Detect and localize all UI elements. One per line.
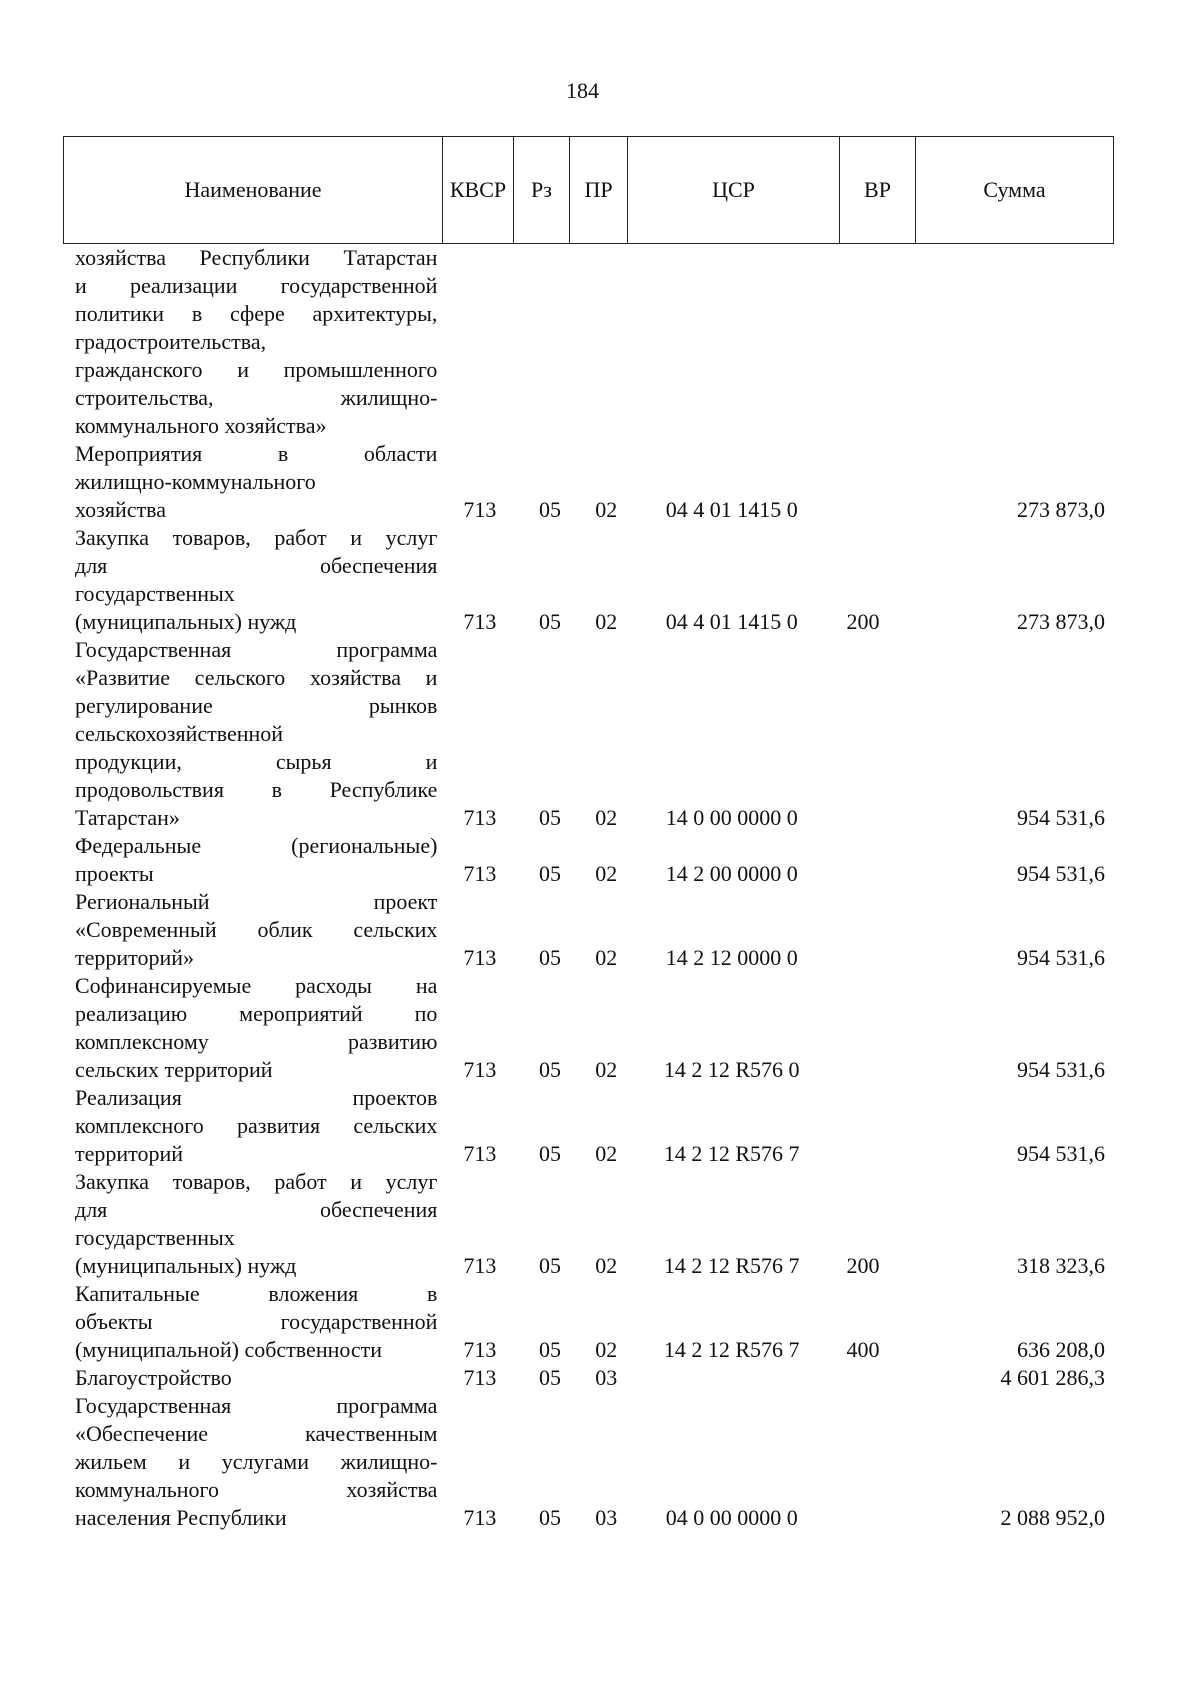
- row-name-line: Региональный проект: [75, 889, 438, 914]
- row-name: [63, 832, 437, 888]
- row-name: [63, 524, 437, 636]
- row-sum: 318 323,6: [1016, 1253, 1105, 1278]
- row-sum: 2 088 952,0: [1000, 1505, 1105, 1530]
- row-name-line: для обеспечения: [75, 553, 438, 578]
- row-vr: 400: [846, 1337, 880, 1362]
- row-csr: 14 2 12 0000 0: [665, 945, 798, 970]
- row-name-line: градостроительства,: [75, 329, 267, 354]
- row-pr: 03: [595, 1505, 618, 1530]
- row-name-line: Мероприятия в области: [75, 441, 438, 466]
- row-name-line: (муниципальных) нужд: [75, 1253, 297, 1278]
- table-row: [63, 832, 1113, 888]
- table-row: [63, 1168, 1113, 1280]
- row-name-line: территорий»: [75, 945, 195, 970]
- row-name-line: коммунального хозяйства: [75, 1477, 438, 1502]
- column-header-kvsr: КВСР: [443, 137, 514, 244]
- table-row: [63, 636, 1113, 832]
- row-csr: 14 2 12 R576 7: [663, 1141, 800, 1166]
- row-name-line: комплексному развитию: [75, 1029, 438, 1054]
- row-name-line: хозяйства Республики Татарстан: [75, 245, 438, 270]
- row-sum: 954 531,6: [1016, 945, 1105, 970]
- row-kvsr: 713: [463, 1365, 497, 1390]
- row-name: [63, 972, 437, 1084]
- row-kvsr: 713: [463, 1253, 497, 1278]
- row-sum: 273 873,0: [1016, 497, 1105, 522]
- row-vr: 200: [846, 1253, 880, 1278]
- row-name-line: (муниципальных) нужд: [75, 609, 297, 634]
- row-name-line: государственных: [75, 581, 235, 606]
- row-pr: 02: [595, 1253, 618, 1278]
- row-name-line: «Обеспечение качественным: [75, 1421, 438, 1446]
- row-name-line: Федеральные (региональные): [75, 833, 438, 858]
- row-rz: 05: [538, 1141, 561, 1166]
- row-sum: 954 531,6: [1016, 1057, 1105, 1082]
- column-header-rz: Рз: [514, 137, 570, 244]
- row-name-line: регулирование рынков: [75, 693, 438, 718]
- table-row: [63, 972, 1113, 1084]
- row-name-line: для обеспечения: [75, 1197, 438, 1222]
- row-kvsr: 713: [463, 1505, 497, 1530]
- row-name-line: хозяйства: [75, 497, 166, 522]
- row-kvsr: 713: [463, 1337, 497, 1362]
- row-vr: 200: [846, 609, 880, 634]
- row-sum: 954 531,6: [1016, 805, 1105, 830]
- row-sum: 4 601 286,3: [1000, 1365, 1105, 1390]
- column-header-vr: ВР: [840, 137, 916, 244]
- row-name-line: Государственная программа: [75, 1393, 438, 1418]
- row-name-line: Реализация проектов: [75, 1085, 438, 1110]
- table-row: [63, 888, 1113, 972]
- row-sum: 636 208,0: [1016, 1337, 1105, 1362]
- column-header-name: Наименование: [64, 137, 443, 244]
- row-name: [63, 1084, 437, 1168]
- row-name: [63, 1392, 437, 1532]
- row-rz: 05: [538, 1365, 561, 1390]
- row-pr: 02: [595, 497, 618, 522]
- row-rz: 05: [538, 805, 561, 830]
- row-sum: 273 873,0: [1016, 609, 1105, 634]
- table-row: [63, 1364, 1113, 1392]
- table-row: [63, 524, 1113, 636]
- row-pr: 02: [595, 861, 618, 886]
- row-name-line: строительства, жилищно-: [75, 385, 438, 410]
- row-name-line: жильем и услугами жилищно-: [75, 1449, 438, 1474]
- row-name-line: продукции, сырья и: [75, 749, 438, 774]
- row-name: [63, 1364, 437, 1392]
- row-rz: 05: [538, 1057, 561, 1082]
- row-rz: 05: [538, 861, 561, 886]
- column-header-pr: ПР: [570, 137, 628, 244]
- row-name-line: Закупка товаров, работ и услуг: [75, 1169, 438, 1194]
- row-pr: 02: [595, 805, 618, 830]
- row-name: [63, 440, 437, 524]
- row-name: [63, 1168, 437, 1280]
- row-rz: 05: [538, 497, 561, 522]
- row-pr: 03: [595, 1365, 618, 1390]
- row-csr: 04 0 00 0000 0: [665, 1505, 798, 1530]
- row-rz: 05: [538, 1505, 561, 1530]
- row-name-line: комплексного развития сельских: [75, 1113, 438, 1138]
- row-sum: 954 531,6: [1016, 861, 1105, 886]
- row-name-line: населения Республики: [75, 1505, 287, 1530]
- row-name-line: Капитальные вложения в: [75, 1281, 438, 1306]
- row-csr: 04 4 01 1415 0: [665, 497, 798, 522]
- row-name-line: Софинансируемые расходы на: [75, 973, 438, 998]
- row-kvsr: 713: [463, 805, 497, 830]
- table-row: [63, 1392, 1113, 1532]
- row-pr: 02: [595, 609, 618, 634]
- row-name: [63, 244, 437, 440]
- row-name-line: объекты государственной: [75, 1309, 438, 1334]
- row-csr: 14 2 00 0000 0: [665, 861, 798, 886]
- row-rz: 05: [538, 1337, 561, 1362]
- row-name-line: сельскохозяйственной: [75, 721, 284, 746]
- table-row: [63, 1280, 1113, 1364]
- row-pr: 02: [595, 945, 618, 970]
- page-number: 184: [566, 78, 599, 103]
- row-kvsr: 713: [463, 861, 497, 886]
- row-name: [63, 636, 437, 832]
- table-header: [63, 136, 1114, 244]
- row-name-line: продовольствия в Республике: [75, 777, 438, 802]
- row-name-line: (муниципальной) собственности: [75, 1337, 383, 1362]
- row-name-line: и реализации государственной: [75, 273, 438, 298]
- row-csr: 14 2 12 R576 0: [663, 1057, 800, 1082]
- row-name: [63, 1280, 437, 1364]
- table-row: [63, 244, 1113, 440]
- row-name-line: проекты: [75, 861, 154, 886]
- row-kvsr: 713: [463, 1141, 497, 1166]
- row-rz: 05: [538, 945, 561, 970]
- row-name-line: Татарстан»: [75, 805, 180, 830]
- table-body: [63, 244, 1113, 1532]
- row-name-line: коммунального хозяйства»: [75, 413, 327, 438]
- row-pr: 02: [595, 1337, 618, 1362]
- row-name-line: Закупка товаров, работ и услуг: [75, 525, 438, 550]
- row-kvsr: 713: [463, 609, 497, 634]
- row-pr: 02: [595, 1141, 618, 1166]
- row-name: [63, 888, 437, 972]
- row-kvsr: 713: [463, 497, 497, 522]
- row-rz: 05: [538, 1253, 561, 1278]
- row-rz: 05: [538, 609, 561, 634]
- row-csr: 14 0 00 0000 0: [665, 805, 798, 830]
- column-header-sum: Сумма: [916, 137, 1114, 244]
- row-name-line: сельских территорий: [75, 1057, 273, 1082]
- row-name-line: жилищно-коммунального: [75, 469, 316, 494]
- table-row: [63, 440, 1113, 524]
- row-pr: 02: [595, 1057, 618, 1082]
- row-name-line: реализацию мероприятий по: [75, 1001, 438, 1026]
- row-csr: 14 2 12 R576 7: [663, 1337, 800, 1362]
- row-name-line: государственных: [75, 1225, 235, 1250]
- row-csr: 14 2 12 R576 7: [663, 1253, 800, 1278]
- row-name-line: «Современный облик сельских: [75, 917, 438, 942]
- row-name-line: гражданского и промышленного: [75, 357, 438, 382]
- row-name-line: Государственная программа: [75, 637, 438, 662]
- row-kvsr: 713: [463, 945, 497, 970]
- row-name-line: Благоустройство: [75, 1365, 232, 1390]
- row-name-line: политики в сфере архитектуры,: [75, 301, 438, 326]
- table-row: [63, 1084, 1113, 1168]
- row-sum: 954 531,6: [1016, 1141, 1105, 1166]
- row-name-line: территорий: [75, 1141, 184, 1166]
- column-header-csr: ЦСР: [628, 137, 840, 244]
- row-name-line: «Развитие сельского хозяйства и: [75, 665, 438, 690]
- row-kvsr: 713: [463, 1057, 497, 1082]
- row-csr: 04 4 01 1415 0: [665, 609, 798, 634]
